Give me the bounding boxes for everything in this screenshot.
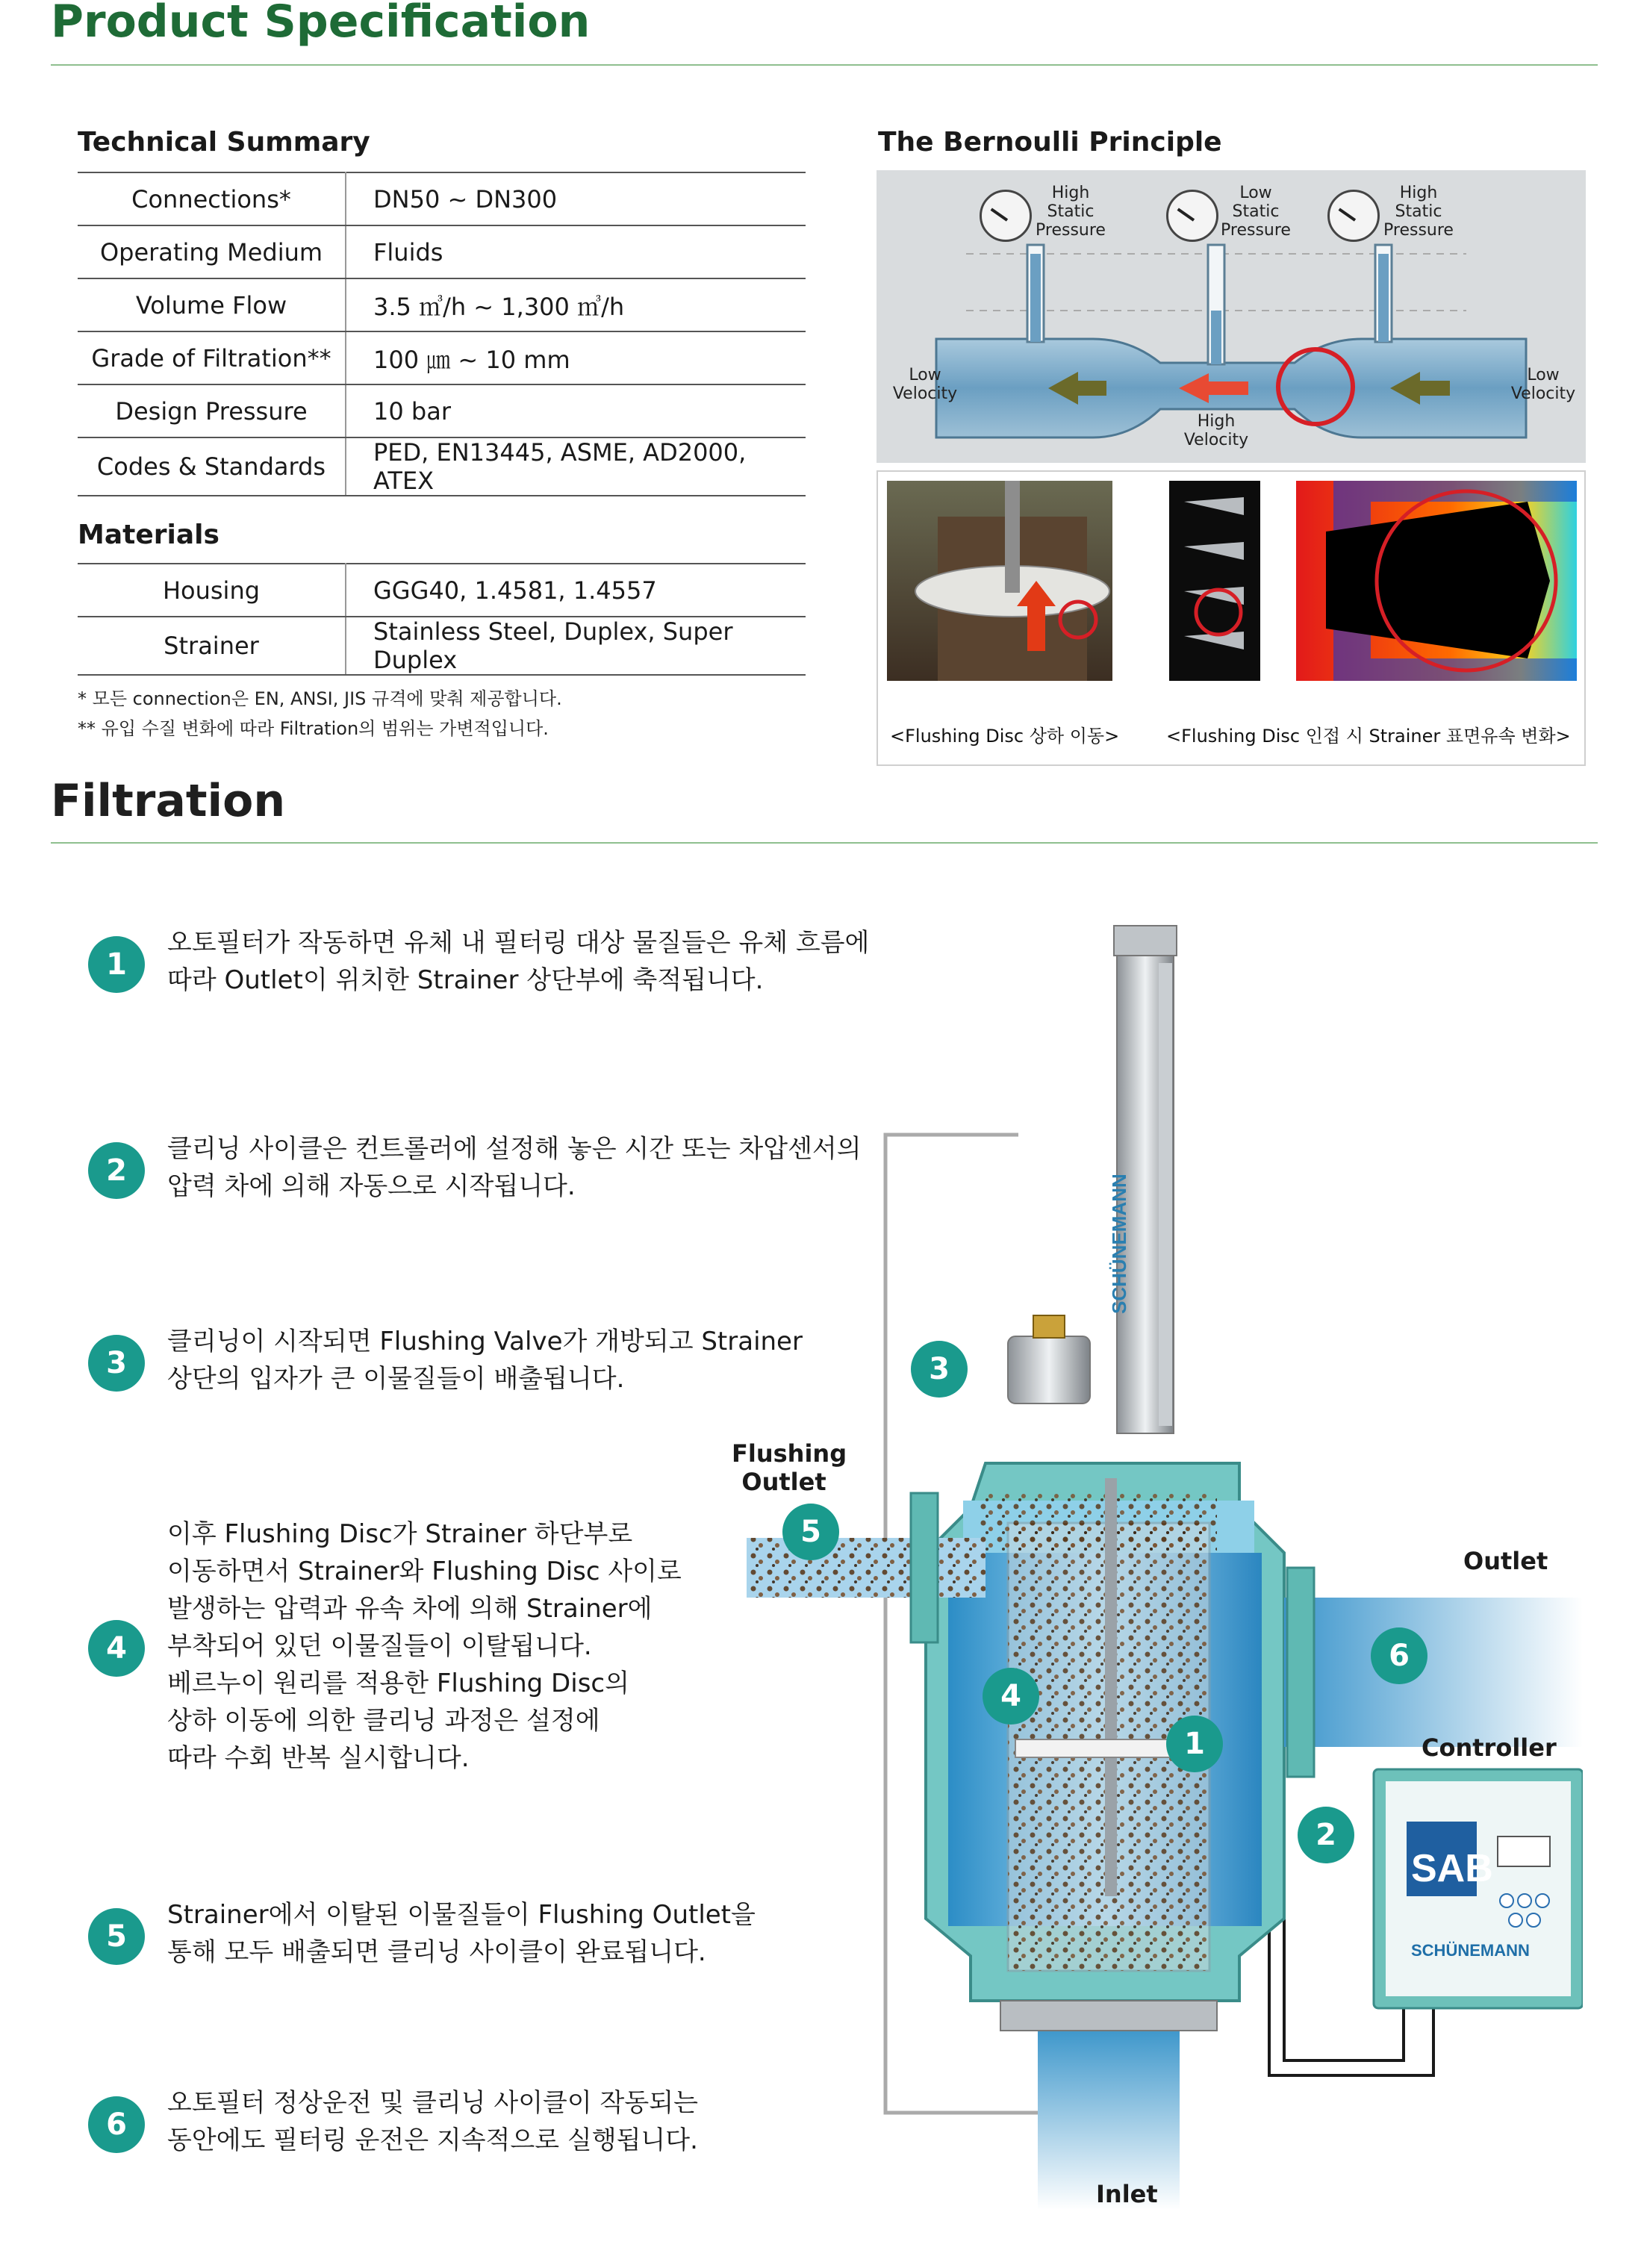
spec-value: 3.5 ㎥/h ~ 1,300 ㎥/h bbox=[346, 278, 806, 331]
high-velocity-label: High Velocity bbox=[1183, 412, 1249, 449]
spec-value: Stainless Steel, Duplex, Super Duplex bbox=[346, 617, 806, 675]
flushing-disc-photos bbox=[877, 470, 1586, 766]
caption-surface-velocity: <Flushing Disc 인접 시 Strainer 표면유속 변화> bbox=[1166, 726, 1571, 747]
table-row bbox=[78, 437, 806, 496]
filtration-title: Filtration bbox=[51, 775, 286, 827]
step-number-badge: 5 bbox=[88, 1908, 145, 1965]
pressure-gauge-icon bbox=[1327, 190, 1380, 242]
inlet-label: Inlet bbox=[1096, 2180, 1158, 2208]
pressure-gauge-icon bbox=[1166, 190, 1218, 242]
title-divider bbox=[51, 64, 1598, 66]
filtration-divider bbox=[51, 842, 1598, 844]
diagram-marker: 6 bbox=[1371, 1627, 1427, 1684]
technical-summary-heading: Technical Summary bbox=[78, 127, 370, 158]
outlet-pipe bbox=[1284, 1598, 1583, 1747]
spec-label: Housing bbox=[78, 564, 346, 617]
diagram-marker: 2 bbox=[1298, 1807, 1354, 1863]
table-row bbox=[78, 225, 806, 278]
flushing-valve bbox=[1008, 1336, 1090, 1404]
controller-brand: SCHÜNEMANN bbox=[1411, 1941, 1530, 1960]
photo-panels bbox=[878, 472, 1584, 688]
gauge-label: High Static Pressure bbox=[1036, 184, 1106, 240]
materials-heading: Materials bbox=[78, 520, 219, 550]
outlet-label: Outlet bbox=[1463, 1547, 1548, 1575]
controller-logo: SAB bbox=[1411, 1847, 1493, 1890]
disc-shaft bbox=[1005, 481, 1020, 593]
spec-label: Design Pressure bbox=[78, 384, 346, 437]
spec-value: DN50 ~ DN300 bbox=[346, 172, 806, 225]
fluid-column-center bbox=[1211, 311, 1221, 364]
step-number-badge: 4 bbox=[88, 1620, 145, 1677]
flushing-outlet-label: Flushing Outlet bbox=[732, 1439, 847, 1496]
spec-label: Grade of Filtration** bbox=[78, 331, 346, 384]
step-5-text: Strainer에서 이탈된 이물질들이 Flushing Outlet을 통해 모두 배출되면 클리닝 사이클이 완료됩니다. bbox=[167, 1900, 756, 1967]
page-title: Product Specification bbox=[51, 0, 591, 48]
step-number-badge: 2 bbox=[88, 1142, 145, 1199]
table-row bbox=[78, 564, 806, 617]
pressure-gauge-icon bbox=[980, 190, 1032, 242]
step-2-text: 클리닝 사이클은 컨트롤러에 설정해 놓은 시간 또는 차압센서의 압력 차에 의해 자동으로 시작됩니다. bbox=[167, 1134, 862, 1201]
low-velocity-label-left: Low Velocity bbox=[892, 366, 958, 403]
step-number-badge: 1 bbox=[88, 936, 145, 993]
diagram-marker: 5 bbox=[782, 1504, 839, 1560]
step-number-badge: 3 bbox=[88, 1335, 145, 1392]
autofilter-diagram bbox=[717, 911, 1583, 2210]
spec-label: Volume Flow bbox=[78, 278, 346, 331]
step-3-text: 클리닝이 시작되면 Flushing Valve가 개방되고 Strainer 상단의 입자가 큰 이물질들이 배출됩니다. bbox=[167, 1327, 803, 1394]
bernoulli-heading: The Bernoulli Principle bbox=[878, 127, 1222, 158]
spec-label: Codes & Standards bbox=[78, 437, 346, 496]
inlet-flange bbox=[1000, 2001, 1217, 2031]
spec-label: Strainer bbox=[78, 617, 346, 675]
spec-label: Operating Medium bbox=[78, 225, 346, 278]
actuator-brand: SCHÜNEMANN bbox=[1108, 1174, 1130, 1314]
materials-table bbox=[78, 563, 806, 676]
disc-shaft bbox=[1105, 1478, 1117, 1896]
controller-key bbox=[1536, 1894, 1549, 1907]
fluid-column-right bbox=[1378, 254, 1389, 342]
strainer-surface-photo bbox=[1169, 481, 1260, 681]
table-row bbox=[78, 278, 806, 331]
flushing-flange bbox=[911, 1493, 938, 1642]
spec-value: PED, EN13445, ASME, AD2000, ATEX bbox=[346, 437, 806, 496]
flushing-debris bbox=[747, 1538, 986, 1598]
step-number-badge: 6 bbox=[88, 2096, 145, 2153]
table-row bbox=[78, 331, 806, 384]
outlet-flange bbox=[1287, 1568, 1314, 1777]
diagram-marker: 4 bbox=[983, 1668, 1039, 1725]
actuator-cap bbox=[1114, 926, 1177, 956]
fluid-column-left bbox=[1030, 254, 1041, 342]
gauge-label: High Static Pressure bbox=[1383, 184, 1454, 240]
spec-label: Connections* bbox=[78, 172, 346, 225]
diagram-marker: 1 bbox=[1166, 1716, 1223, 1772]
controller-display bbox=[1498, 1836, 1550, 1866]
gauge-label: Low Static Pressure bbox=[1221, 184, 1291, 240]
controller-key bbox=[1527, 1913, 1540, 1927]
technical-summary-table bbox=[78, 172, 806, 496]
footnote-2: ** 유입 수질 변화에 따라 Filtration의 범위는 가변적입니다. bbox=[78, 718, 549, 739]
spec-value: 10 bar bbox=[346, 384, 806, 437]
bernoulli-diagram bbox=[877, 170, 1586, 463]
footnote-1: * 모든 connection은 EN, ANSI, JIS 규격에 맞춰 제공합니다. bbox=[78, 688, 562, 709]
step-1-text: 오토필터가 작동하면 유체 내 필터링 대상 물질들은 유체 흐름에 따라 Outlet이 위치한 Strainer 상단부에 축적됩니다. bbox=[167, 928, 870, 995]
step-4-text: 이후 Flushing Disc가 Strainer 하단부로 이동하면서 Strainer와 Flushing Disc 사이로 발생하는 압력과 유속 차에 의해 Strainer에 부착되어 있던 이물질들이 이탈됩니다. 베르누이 원리를 적용한 Flushing Disc의 상하 이동에 의한 클리닝 과정은 설정에 따라 수회 반복 실시합니다. bbox=[167, 1519, 682, 1773]
caption-disc-movement: <Flushing Disc 상하 이동> bbox=[890, 726, 1120, 747]
valve-top bbox=[1033, 1315, 1065, 1338]
controller-label: Controller bbox=[1422, 1733, 1557, 1762]
spec-value: 100 ㎛ ~ 10 mm bbox=[346, 331, 806, 384]
table-row bbox=[78, 172, 806, 225]
spec-value: GGG40, 1.4581, 1.4557 bbox=[346, 564, 806, 617]
top-debris bbox=[978, 1493, 1217, 1553]
step-6-text: 오토필터 정상운전 및 클리닝 사이클이 작동되는 동안에도 필터링 운전은 지속적으로 실행됩니다. bbox=[167, 2088, 698, 2155]
table-row bbox=[78, 384, 806, 437]
controller-key bbox=[1509, 1913, 1522, 1927]
controller-key bbox=[1500, 1894, 1513, 1907]
actuator-rod bbox=[1159, 963, 1172, 1426]
low-velocity-label-right: Low Velocity bbox=[1510, 366, 1576, 403]
table-row bbox=[78, 617, 806, 675]
controller-key bbox=[1518, 1894, 1531, 1907]
diagram-marker: 3 bbox=[911, 1341, 968, 1398]
spec-value: Fluids bbox=[346, 225, 806, 278]
